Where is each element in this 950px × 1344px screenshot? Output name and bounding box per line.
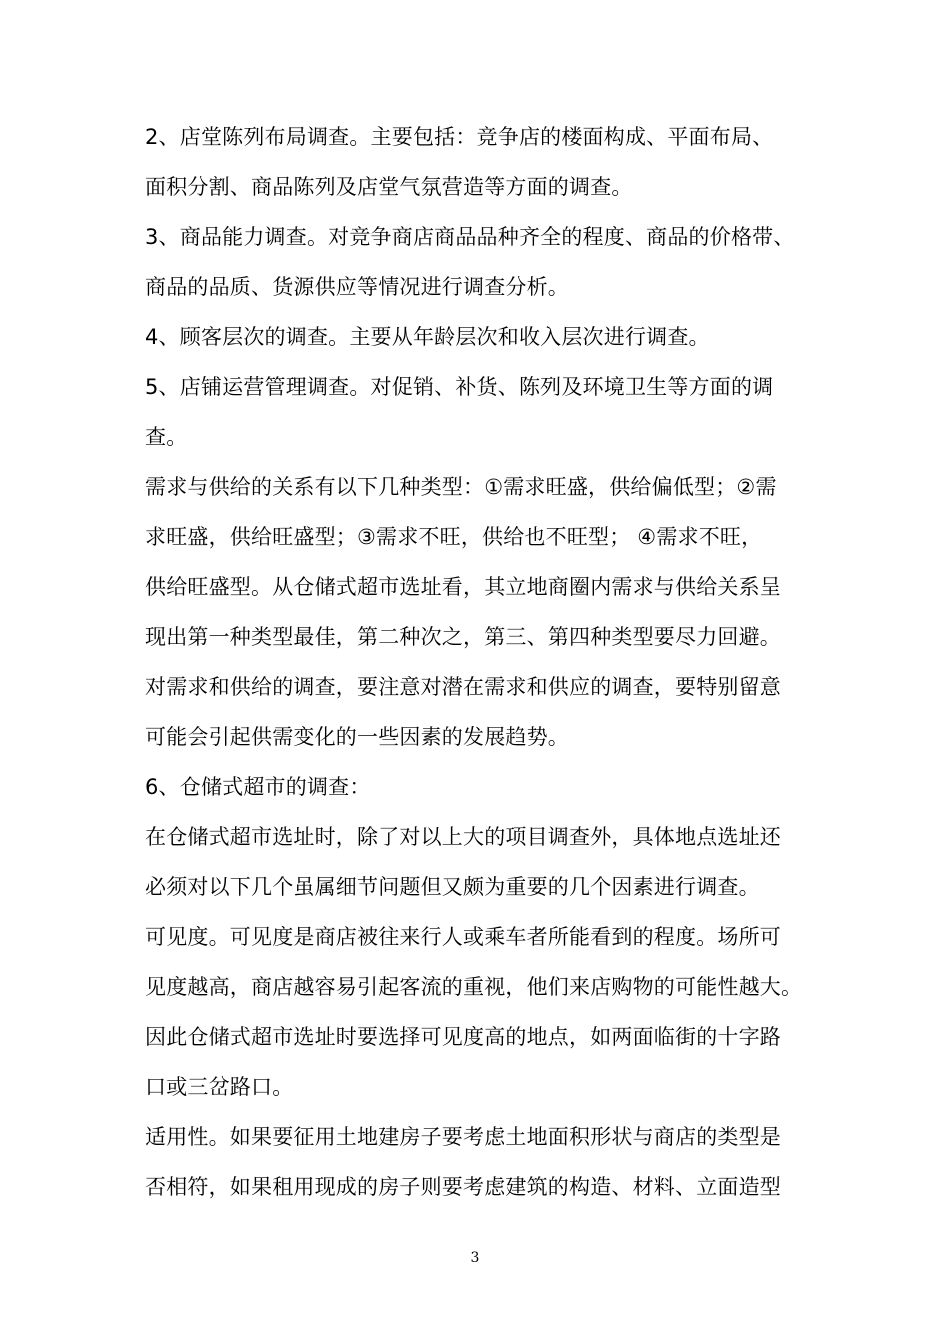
- text-line: 必须对以下几个虽属细节问题但又颇为重要的几个因素进行调查。: [145, 875, 760, 899]
- text-line: 可能会引起供需变化的一些因素的发展趋势。: [145, 725, 569, 749]
- text-line: 现出第一种类型最佳，第二种次之，第三、第四种类型要尽力回避。: [145, 625, 781, 649]
- text-line: 供给旺盛型。从仓储式超市选址看，其立地商圈内需求与供给关系呈: [145, 575, 781, 599]
- text-line: 5、店铺运营管理调查。对促销、补货、陈列及环境卫生等方面的调: [145, 375, 774, 399]
- document-body: [145, 112, 810, 1212]
- page-number: 3: [470, 1250, 480, 1266]
- text-line: 3、商品能力调查。对竞争商店商品品种齐全的程度、商品的价格带、: [145, 225, 795, 249]
- text-line: 见度越高，商店越容易引起客流的重视，他们来店购物的可能性越大。: [145, 975, 803, 999]
- text-line: 在仓储式超市选址时，除了对以上大的项目调查外，具体地点选址还: [145, 825, 781, 849]
- text-line: 可见度。可见度是商店被往来行人或乘车者所能看到的程度。场所可: [145, 925, 781, 949]
- text-line: 查。: [145, 425, 188, 449]
- text-line: 6、仓储式超市的调查：: [145, 775, 371, 799]
- text-line: 需求与供给的关系有以下几种类型：①需求旺盛，供给偏低型；②需: [145, 475, 777, 499]
- text-line: 面积分割、商品陈列及店堂气氛营造等方面的调查。: [145, 175, 633, 199]
- text-line: 求旺盛，供给旺盛型；③需求不旺，供给也不旺型； ④需求不旺，: [145, 525, 763, 549]
- text-line: 否相符，如果租用现成的房子则要考虑建筑的构造、材料、立面造型: [145, 1175, 781, 1199]
- text-line: 商品的品质、货源供应等情况进行调查分析。: [145, 275, 569, 299]
- text-line: 适用性。如果要征用土地建房子要考虑土地面积形状与商店的类型是: [145, 1125, 781, 1149]
- text-line: 因此仓储式超市选址时要选择可见度高的地点，如两面临街的十字路: [145, 1025, 781, 1049]
- text-line: 2、店堂陈列布局调查。主要包括：竞争店的楼面构成、平面布局、: [145, 125, 774, 149]
- text-line: 4、顾客层次的调查。主要从年龄层次和收入层次进行调查。: [145, 325, 710, 349]
- text-line: 对需求和供给的调查，要注意对潜在需求和供应的调查，要特别留意: [145, 675, 781, 699]
- text-line: 口或三岔路口。: [145, 1075, 294, 1099]
